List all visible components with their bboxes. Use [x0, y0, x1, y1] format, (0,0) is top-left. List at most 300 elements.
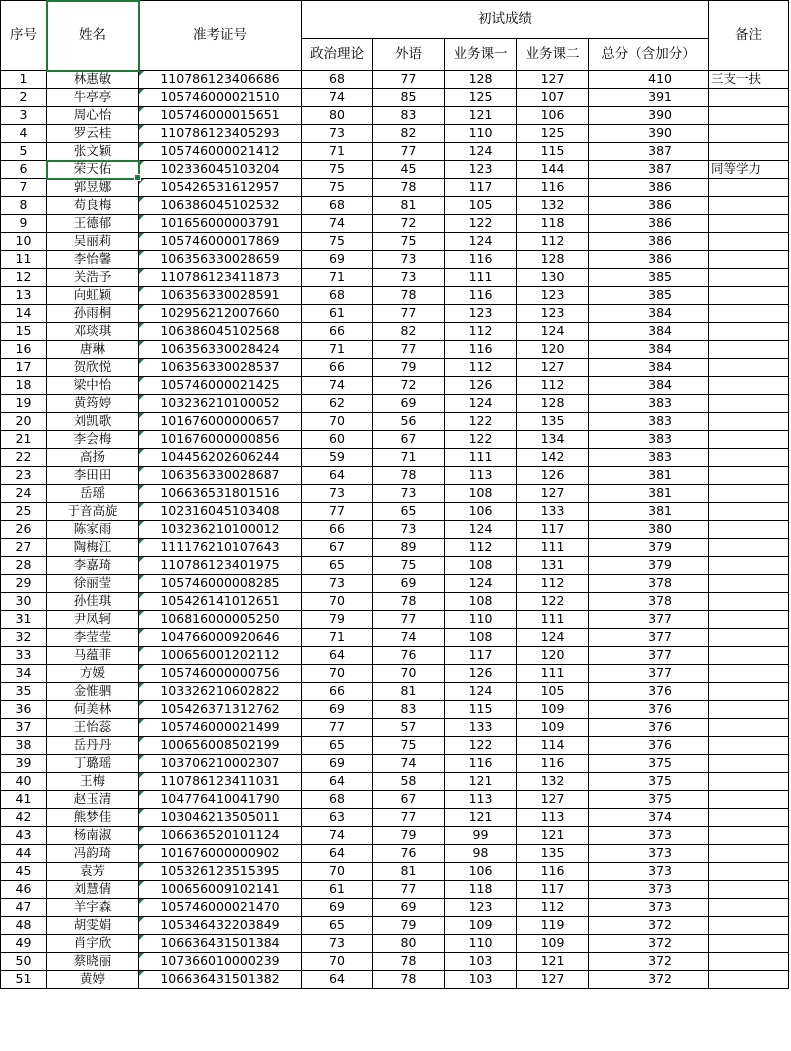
course2-cell[interactable]	[517, 431, 589, 449]
foreign-cell[interactable]	[373, 719, 445, 737]
course2-cell[interactable]	[517, 179, 589, 197]
course1-cell[interactable]	[445, 71, 517, 89]
total-cell[interactable]	[589, 251, 709, 269]
name-cell[interactable]	[47, 197, 139, 215]
foreign-cell[interactable]	[373, 665, 445, 683]
total-cell[interactable]	[589, 557, 709, 575]
total-cell[interactable]	[589, 107, 709, 125]
course1-cell[interactable]	[445, 863, 517, 881]
name-cell[interactable]	[47, 125, 139, 143]
total-cell[interactable]	[589, 359, 709, 377]
seq-cell[interactable]	[1, 89, 47, 107]
total-cell[interactable]	[589, 881, 709, 899]
exam-id-cell[interactable]	[139, 521, 302, 539]
total-cell[interactable]	[589, 647, 709, 665]
note-cell[interactable]	[709, 557, 789, 575]
total-cell[interactable]	[589, 971, 709, 989]
course1-cell[interactable]	[445, 467, 517, 485]
politics-cell[interactable]	[302, 143, 373, 161]
exam-id-cell[interactable]	[139, 917, 302, 935]
note-cell[interactable]	[709, 143, 789, 161]
exam-id-cell[interactable]	[139, 701, 302, 719]
exam-id-cell[interactable]	[139, 431, 302, 449]
seq-cell[interactable]	[1, 557, 47, 575]
foreign-cell[interactable]	[373, 269, 445, 287]
exam-id-cell[interactable]	[139, 269, 302, 287]
note-cell[interactable]	[709, 233, 789, 251]
course2-cell[interactable]	[517, 809, 589, 827]
course2-cell[interactable]	[517, 917, 589, 935]
note-cell[interactable]	[709, 737, 789, 755]
politics-cell[interactable]	[302, 323, 373, 341]
course1-cell[interactable]	[445, 179, 517, 197]
course2-cell[interactable]	[517, 125, 589, 143]
name-cell[interactable]	[47, 593, 139, 611]
note-cell[interactable]	[709, 467, 789, 485]
note-cell[interactable]	[709, 197, 789, 215]
politics-cell[interactable]	[302, 269, 373, 287]
total-cell[interactable]	[589, 521, 709, 539]
seq-cell[interactable]	[1, 899, 47, 917]
exam-id-cell[interactable]	[139, 215, 302, 233]
note-cell[interactable]	[709, 755, 789, 773]
foreign-cell[interactable]	[373, 395, 445, 413]
seq-cell[interactable]	[1, 917, 47, 935]
course2-cell[interactable]	[517, 161, 589, 179]
course1-cell[interactable]	[445, 683, 517, 701]
total-cell[interactable]	[589, 233, 709, 251]
course1-cell[interactable]	[445, 287, 517, 305]
foreign-cell[interactable]	[373, 71, 445, 89]
exam-id-cell[interactable]	[139, 737, 302, 755]
course2-cell[interactable]	[517, 593, 589, 611]
name-cell[interactable]	[47, 809, 139, 827]
seq-cell[interactable]	[1, 359, 47, 377]
course1-cell[interactable]	[445, 629, 517, 647]
name-cell[interactable]	[47, 395, 139, 413]
course1-cell[interactable]	[445, 215, 517, 233]
total-cell[interactable]	[589, 737, 709, 755]
course1-cell[interactable]	[445, 233, 517, 251]
seq-cell[interactable]	[1, 251, 47, 269]
course1-cell[interactable]	[445, 323, 517, 341]
politics-cell[interactable]	[302, 539, 373, 557]
foreign-cell[interactable]	[373, 341, 445, 359]
seq-cell[interactable]	[1, 575, 47, 593]
total-cell[interactable]	[589, 899, 709, 917]
politics-cell[interactable]	[302, 863, 373, 881]
name-cell[interactable]	[47, 521, 139, 539]
total-cell[interactable]	[589, 539, 709, 557]
seq-cell[interactable]	[1, 179, 47, 197]
note-cell[interactable]	[709, 89, 789, 107]
header-scores-group[interactable]: 初试成绩	[302, 1, 709, 39]
seq-cell[interactable]	[1, 377, 47, 395]
course1-cell[interactable]	[445, 197, 517, 215]
course1-cell[interactable]	[445, 917, 517, 935]
name-cell[interactable]	[47, 89, 139, 107]
name-cell[interactable]	[47, 341, 139, 359]
politics-cell[interactable]	[302, 89, 373, 107]
exam-id-cell[interactable]	[139, 107, 302, 125]
politics-cell[interactable]	[302, 305, 373, 323]
exam-id-cell[interactable]	[139, 953, 302, 971]
course2-cell[interactable]	[517, 485, 589, 503]
name-cell[interactable]	[47, 683, 139, 701]
header-note[interactable]: 备注	[709, 1, 789, 71]
politics-cell[interactable]	[302, 809, 373, 827]
politics-cell[interactable]	[302, 593, 373, 611]
header-seq[interactable]: 序号	[1, 1, 47, 71]
course2-cell[interactable]	[517, 647, 589, 665]
seq-cell[interactable]	[1, 287, 47, 305]
foreign-cell[interactable]	[373, 791, 445, 809]
foreign-cell[interactable]	[373, 629, 445, 647]
politics-cell[interactable]	[302, 377, 373, 395]
foreign-cell[interactable]	[373, 737, 445, 755]
course1-cell[interactable]	[445, 377, 517, 395]
name-cell[interactable]	[47, 557, 139, 575]
seq-cell[interactable]	[1, 593, 47, 611]
note-cell[interactable]	[709, 539, 789, 557]
politics-cell[interactable]	[302, 845, 373, 863]
total-cell[interactable]	[589, 863, 709, 881]
course1-cell[interactable]	[445, 665, 517, 683]
seq-cell[interactable]	[1, 881, 47, 899]
exam-id-cell[interactable]	[139, 665, 302, 683]
course1-cell[interactable]	[445, 305, 517, 323]
total-cell[interactable]	[589, 431, 709, 449]
total-cell[interactable]	[589, 71, 709, 89]
total-cell[interactable]	[589, 125, 709, 143]
exam-id-cell[interactable]	[139, 395, 302, 413]
politics-cell[interactable]	[302, 125, 373, 143]
course2-cell[interactable]	[517, 107, 589, 125]
note-cell[interactable]	[709, 593, 789, 611]
foreign-cell[interactable]	[373, 125, 445, 143]
foreign-cell[interactable]	[373, 953, 445, 971]
note-cell[interactable]	[709, 953, 789, 971]
foreign-cell[interactable]	[373, 773, 445, 791]
note-cell[interactable]	[709, 971, 789, 989]
foreign-cell[interactable]	[373, 233, 445, 251]
total-cell[interactable]	[589, 701, 709, 719]
total-cell[interactable]	[589, 305, 709, 323]
foreign-cell[interactable]	[373, 413, 445, 431]
course1-cell[interactable]	[445, 701, 517, 719]
name-cell[interactable]	[47, 701, 139, 719]
foreign-cell[interactable]	[373, 899, 445, 917]
total-cell[interactable]	[589, 935, 709, 953]
note-cell[interactable]	[709, 881, 789, 899]
politics-cell[interactable]	[302, 107, 373, 125]
seq-cell[interactable]	[1, 233, 47, 251]
seq-cell[interactable]	[1, 773, 47, 791]
exam-id-cell[interactable]	[139, 251, 302, 269]
politics-cell[interactable]	[302, 683, 373, 701]
total-cell[interactable]	[589, 89, 709, 107]
note-cell[interactable]	[709, 521, 789, 539]
exam-id-cell[interactable]	[139, 377, 302, 395]
exam-id-cell[interactable]	[139, 899, 302, 917]
seq-cell[interactable]	[1, 665, 47, 683]
politics-cell[interactable]	[302, 251, 373, 269]
name-cell[interactable]	[47, 413, 139, 431]
note-cell[interactable]	[709, 845, 789, 863]
name-cell[interactable]	[47, 647, 139, 665]
name-cell[interactable]	[47, 791, 139, 809]
course2-cell[interactable]	[517, 269, 589, 287]
header-exam-id[interactable]: 准考证号	[139, 1, 302, 71]
exam-id-cell[interactable]	[139, 341, 302, 359]
note-cell[interactable]	[709, 251, 789, 269]
politics-cell[interactable]	[302, 881, 373, 899]
exam-id-cell[interactable]	[139, 539, 302, 557]
seq-cell[interactable]	[1, 269, 47, 287]
course2-cell[interactable]	[517, 413, 589, 431]
header-total[interactable]: 总分（含加分）	[589, 39, 709, 71]
name-cell[interactable]	[47, 251, 139, 269]
course2-cell[interactable]	[517, 71, 589, 89]
course1-cell[interactable]	[445, 521, 517, 539]
course2-cell[interactable]	[517, 287, 589, 305]
course1-cell[interactable]	[445, 395, 517, 413]
politics-cell[interactable]	[302, 431, 373, 449]
name-cell[interactable]	[47, 359, 139, 377]
seq-cell[interactable]	[1, 935, 47, 953]
foreign-cell[interactable]	[373, 755, 445, 773]
note-cell[interactable]	[709, 809, 789, 827]
exam-id-cell[interactable]	[139, 233, 302, 251]
seq-cell[interactable]	[1, 215, 47, 233]
course1-cell[interactable]	[445, 107, 517, 125]
exam-id-cell[interactable]	[139, 359, 302, 377]
politics-cell[interactable]	[302, 665, 373, 683]
note-cell[interactable]	[709, 215, 789, 233]
seq-cell[interactable]	[1, 755, 47, 773]
note-cell[interactable]	[709, 305, 789, 323]
name-cell[interactable]	[47, 953, 139, 971]
course1-cell[interactable]	[445, 647, 517, 665]
exam-id-cell[interactable]	[139, 755, 302, 773]
course1-cell[interactable]	[445, 251, 517, 269]
seq-cell[interactable]	[1, 647, 47, 665]
course2-cell[interactable]	[517, 575, 589, 593]
foreign-cell[interactable]	[373, 251, 445, 269]
seq-cell[interactable]	[1, 683, 47, 701]
politics-cell[interactable]	[302, 719, 373, 737]
name-cell[interactable]	[47, 449, 139, 467]
foreign-cell[interactable]	[373, 197, 445, 215]
exam-id-cell[interactable]	[139, 413, 302, 431]
politics-cell[interactable]	[302, 701, 373, 719]
foreign-cell[interactable]	[373, 827, 445, 845]
seq-cell[interactable]	[1, 143, 47, 161]
foreign-cell[interactable]	[373, 359, 445, 377]
seq-cell[interactable]	[1, 431, 47, 449]
seq-cell[interactable]	[1, 449, 47, 467]
total-cell[interactable]	[589, 341, 709, 359]
politics-cell[interactable]	[302, 791, 373, 809]
foreign-cell[interactable]	[373, 107, 445, 125]
name-cell[interactable]	[47, 827, 139, 845]
foreign-cell[interactable]	[373, 467, 445, 485]
name-cell[interactable]	[47, 881, 139, 899]
name-cell[interactable]	[47, 71, 139, 89]
foreign-cell[interactable]	[373, 809, 445, 827]
course2-cell[interactable]	[517, 719, 589, 737]
exam-id-cell[interactable]	[139, 629, 302, 647]
foreign-cell[interactable]	[373, 161, 445, 179]
course2-cell[interactable]	[517, 845, 589, 863]
seq-cell[interactable]	[1, 107, 47, 125]
politics-cell[interactable]	[302, 935, 373, 953]
foreign-cell[interactable]	[373, 683, 445, 701]
politics-cell[interactable]	[302, 737, 373, 755]
total-cell[interactable]	[589, 287, 709, 305]
name-cell[interactable]	[47, 107, 139, 125]
politics-cell[interactable]	[302, 485, 373, 503]
note-cell[interactable]	[709, 827, 789, 845]
politics-cell[interactable]	[302, 971, 373, 989]
course2-cell[interactable]	[517, 395, 589, 413]
course1-cell[interactable]	[445, 845, 517, 863]
note-cell[interactable]	[709, 773, 789, 791]
politics-cell[interactable]	[302, 917, 373, 935]
note-cell[interactable]	[709, 161, 789, 179]
foreign-cell[interactable]	[373, 485, 445, 503]
politics-cell[interactable]	[302, 413, 373, 431]
foreign-cell[interactable]	[373, 179, 445, 197]
name-cell[interactable]	[47, 845, 139, 863]
course2-cell[interactable]	[517, 755, 589, 773]
seq-cell[interactable]	[1, 737, 47, 755]
seq-cell[interactable]	[1, 971, 47, 989]
name-cell[interactable]	[47, 737, 139, 755]
seq-cell[interactable]	[1, 863, 47, 881]
note-cell[interactable]	[709, 899, 789, 917]
note-cell[interactable]	[709, 341, 789, 359]
foreign-cell[interactable]	[373, 593, 445, 611]
total-cell[interactable]	[589, 503, 709, 521]
total-cell[interactable]	[589, 215, 709, 233]
name-cell[interactable]	[47, 863, 139, 881]
exam-id-cell[interactable]	[139, 323, 302, 341]
politics-cell[interactable]	[302, 827, 373, 845]
exam-id-cell[interactable]	[139, 89, 302, 107]
politics-cell[interactable]	[302, 773, 373, 791]
note-cell[interactable]	[709, 323, 789, 341]
seq-cell[interactable]	[1, 953, 47, 971]
politics-cell[interactable]	[302, 899, 373, 917]
course2-cell[interactable]	[517, 359, 589, 377]
course2-cell[interactable]	[517, 251, 589, 269]
course1-cell[interactable]	[445, 935, 517, 953]
course2-cell[interactable]	[517, 233, 589, 251]
header-foreign[interactable]: 外语	[373, 39, 445, 71]
course2-cell[interactable]	[517, 701, 589, 719]
course1-cell[interactable]	[445, 773, 517, 791]
name-cell[interactable]	[47, 575, 139, 593]
politics-cell[interactable]	[302, 629, 373, 647]
note-cell[interactable]	[709, 395, 789, 413]
note-cell[interactable]	[709, 647, 789, 665]
note-cell[interactable]	[709, 503, 789, 521]
politics-cell[interactable]	[302, 521, 373, 539]
note-cell[interactable]	[709, 683, 789, 701]
course2-cell[interactable]	[517, 611, 589, 629]
name-cell[interactable]	[47, 431, 139, 449]
note-cell[interactable]	[709, 611, 789, 629]
name-cell[interactable]	[47, 611, 139, 629]
name-cell[interactable]	[47, 971, 139, 989]
course1-cell[interactable]	[445, 539, 517, 557]
exam-id-cell[interactable]	[139, 827, 302, 845]
politics-cell[interactable]	[302, 341, 373, 359]
seq-cell[interactable]	[1, 341, 47, 359]
name-cell[interactable]	[47, 719, 139, 737]
note-cell[interactable]	[709, 935, 789, 953]
total-cell[interactable]	[589, 467, 709, 485]
course2-cell[interactable]	[517, 791, 589, 809]
foreign-cell[interactable]	[373, 377, 445, 395]
course2-cell[interactable]	[517, 863, 589, 881]
name-cell[interactable]	[47, 539, 139, 557]
foreign-cell[interactable]	[373, 557, 445, 575]
course2-cell[interactable]	[517, 197, 589, 215]
name-cell[interactable]	[47, 305, 139, 323]
course1-cell[interactable]	[445, 161, 517, 179]
course1-cell[interactable]	[445, 809, 517, 827]
note-cell[interactable]	[709, 485, 789, 503]
course1-cell[interactable]	[445, 755, 517, 773]
course1-cell[interactable]	[445, 431, 517, 449]
politics-cell[interactable]	[302, 467, 373, 485]
course2-cell[interactable]	[517, 665, 589, 683]
course1-cell[interactable]	[445, 341, 517, 359]
seq-cell[interactable]	[1, 539, 47, 557]
total-cell[interactable]	[589, 629, 709, 647]
name-cell[interactable]	[47, 665, 139, 683]
note-cell[interactable]	[709, 431, 789, 449]
total-cell[interactable]	[589, 395, 709, 413]
course1-cell[interactable]	[445, 827, 517, 845]
header-name[interactable]: 姓名	[47, 1, 139, 71]
course2-cell[interactable]	[517, 467, 589, 485]
total-cell[interactable]	[589, 323, 709, 341]
total-cell[interactable]	[589, 269, 709, 287]
exam-id-cell[interactable]	[139, 503, 302, 521]
total-cell[interactable]	[589, 845, 709, 863]
total-cell[interactable]	[589, 611, 709, 629]
header-course2[interactable]: 业务课二	[517, 39, 589, 71]
course2-cell[interactable]	[517, 629, 589, 647]
course2-cell[interactable]	[517, 557, 589, 575]
politics-cell[interactable]	[302, 233, 373, 251]
name-cell[interactable]	[47, 323, 139, 341]
exam-id-cell[interactable]	[139, 863, 302, 881]
total-cell[interactable]	[589, 791, 709, 809]
total-cell[interactable]	[589, 449, 709, 467]
seq-cell[interactable]	[1, 701, 47, 719]
exam-id-cell[interactable]	[139, 773, 302, 791]
total-cell[interactable]	[589, 773, 709, 791]
note-cell[interactable]	[709, 449, 789, 467]
seq-cell[interactable]	[1, 629, 47, 647]
name-cell[interactable]	[47, 629, 139, 647]
name-cell[interactable]	[47, 917, 139, 935]
total-cell[interactable]	[589, 197, 709, 215]
